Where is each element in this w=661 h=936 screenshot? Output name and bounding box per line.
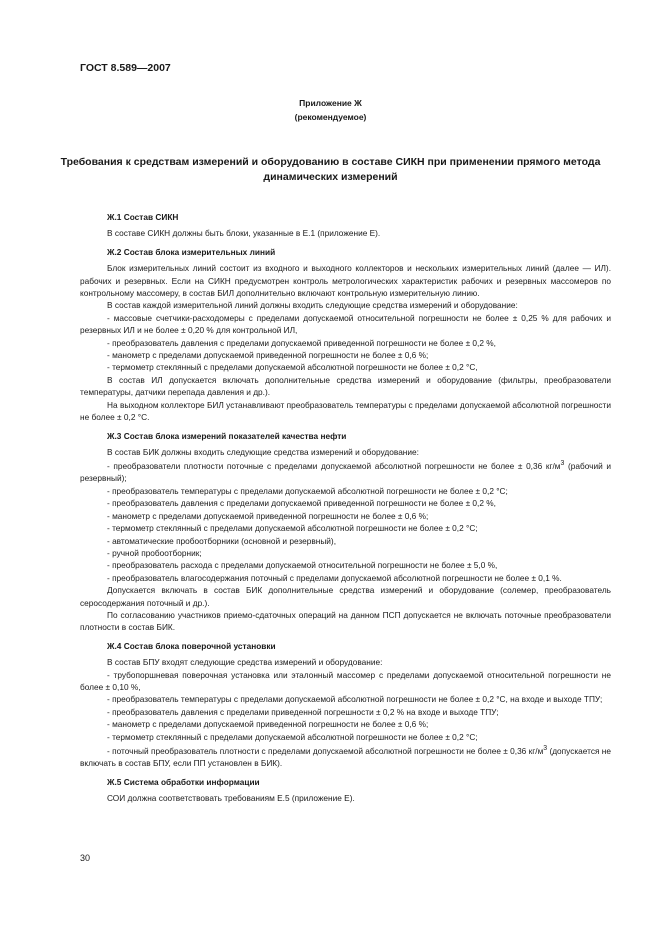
list-item: - манометр с пределами допускаемой приведенной погрешности не более ± 0,6 %; <box>107 350 429 361</box>
list-item: - трубопоршневая поверочная установка или эталонный массомер с пределами допускаемой относительной погрешности не более ± 0,10 %, <box>80 669 611 692</box>
paragraph: В составе СИКН должны быть блоки, указанные в Е.1 (приложение Е). <box>107 228 381 239</box>
paragraph: В состав БПУ входят следующие средства измерений и оборудование: <box>107 657 383 668</box>
list-item-text: - поточный преобразователь плотности с пределами допускаемой абсолютной погрешности не более ± 0,36 кг/м <box>107 745 544 756</box>
list-item: - преобразователь давления с пределами допускаемой приведенной погрешности не более ± 0,2 %, <box>107 498 496 509</box>
document-code: ГОСТ 8.589—2007 <box>80 62 171 74</box>
paragraph: В состав каждой измерительной линий должны входить следующие средства измерений и оборудование: <box>107 300 518 311</box>
list-item: - преобразователь температуры с пределами допускаемой абсолютной погрешности не более ± 0,2 °С, на входе и выходе ТПУ; <box>107 694 603 705</box>
document-body <box>80 205 611 804</box>
list-item: - преобразователь давления с пределами допускаемой приведенной погрешности не более ± 0,2 %, <box>107 337 496 348</box>
appendix-title: Требования к средствам измерений и оборудованию в составе СИКН при применении прямого метода динамических измерений <box>60 156 601 183</box>
appendix-status: (рекомендуемое) <box>294 112 367 122</box>
list-item: - ручной пробоотборник; <box>107 547 202 558</box>
paragraph: На выходном коллекторе БИЛ устанавливают преобразователь температуры с пределами допускаемой абсолютной погрешности не более ± 0,2 °С. <box>80 399 611 423</box>
section-heading: Ж.4 Состав блока поверочной установки <box>107 640 276 651</box>
section-heading: Ж.2 Состав блока измерительных линий <box>107 246 276 257</box>
list-item: - преобразователь давления с пределами приведенной погрешности ± 0,2 % на входе и выходе ТПУ; <box>107 706 499 717</box>
superscript: 3 <box>543 745 548 753</box>
list-item: - термометр стеклянный с пределами допускаемой абсолютной погрешности не более ± 0,2 °С, <box>107 362 478 373</box>
list-item: - термометр стеклянный с пределами допускаемой абсолютной погрешности не более ± 0,2 °С; <box>107 731 478 742</box>
superscript: 3 <box>560 460 565 468</box>
list-item: - манометр с пределами допускаемой приведенной погрешности не более ± 0,6 %; <box>107 510 429 521</box>
section-heading: Ж.3 Состав блока измерений показателей качества нефти <box>107 430 347 441</box>
section-heading: Ж.5 Система обработки информации <box>107 776 260 787</box>
paragraph: По согласованию участников приемо-сдаточных операций на данном ПСП допускается не включать поточные преобразователи плотности в состав БИК. <box>80 609 611 633</box>
paragraph: Допускается включать в состав БИК дополнительные средства измерений и оборудование (солемер, преобразователь серосодержания поточный и др.). <box>80 585 611 608</box>
paragraph: СОИ должна соответствовать требованиям Е.5 (приложение Е). <box>107 793 355 803</box>
list-item: - массовые счетчики-расходомеры с пределами допускаемой относительной погрешности не более ± 0,25 % для рабочих и резервных ИЛ и не более ± 0,20 % для контрольной ИЛ, <box>80 312 611 336</box>
list-item-text: (допускается не включать в состав БПУ, если ПП установлен в БИК). <box>80 745 612 769</box>
list-item: - автоматические пробоотборники (основной и резервный), <box>107 535 337 546</box>
list-item: - манометр с пределами допускаемой приведенной погрешности не более ± 0,6 %; <box>107 719 429 730</box>
list-item-text: (рабочий и резервный); <box>80 461 612 484</box>
list-item: - преобразователь влагосодержания поточный с пределами допускаемой абсолютной погрешности не более ± 0,1 %. <box>107 572 562 583</box>
section-heading: Ж.1 Состав СИКН <box>107 212 179 222</box>
list-item: - преобразователь расхода с пределами допускаемой относительной погрешности не более ± 5,0 %, <box>107 560 498 571</box>
list-item: - термометр стеклянный с пределами допускаемой абсолютной погрешности не более ± 0,2 °С; <box>107 523 478 534</box>
paragraph: В состав ИЛ допускается включать дополнительные средства измерений и оборудование (фильтры, преобразователи температуры, датчики перепада давления и др.). <box>80 374 611 398</box>
page-number: 30 <box>80 853 91 863</box>
list-item-text: - преобразователи плотности поточные с пределами допускаемой абсолютной погрешности не более ± 0,36 кг/м <box>107 461 561 472</box>
list-item: - преобразователь температуры с пределами допускаемой абсолютной погрешности не более ± 0,2 °С; <box>107 485 508 496</box>
paragraph: В состав БИК должны входить следующие средства измерений и оборудование: <box>107 446 419 457</box>
appendix-label: Приложение Ж <box>299 98 362 108</box>
paragraph: Блок измерительных линий состоит из входного и выходного коллекторов и нескольких измерительных линий (далее — ИЛ). рабочих и резервных. Если на СИКН предусмотрен контроль метрологических характеристик рабочих и резервных массомеров по контрольному массомеру, в состав БИЛ дополнительно включают контрольную измерительную линию. <box>80 263 611 299</box>
list-item <box>80 458 611 485</box>
list-item <box>80 743 611 770</box>
